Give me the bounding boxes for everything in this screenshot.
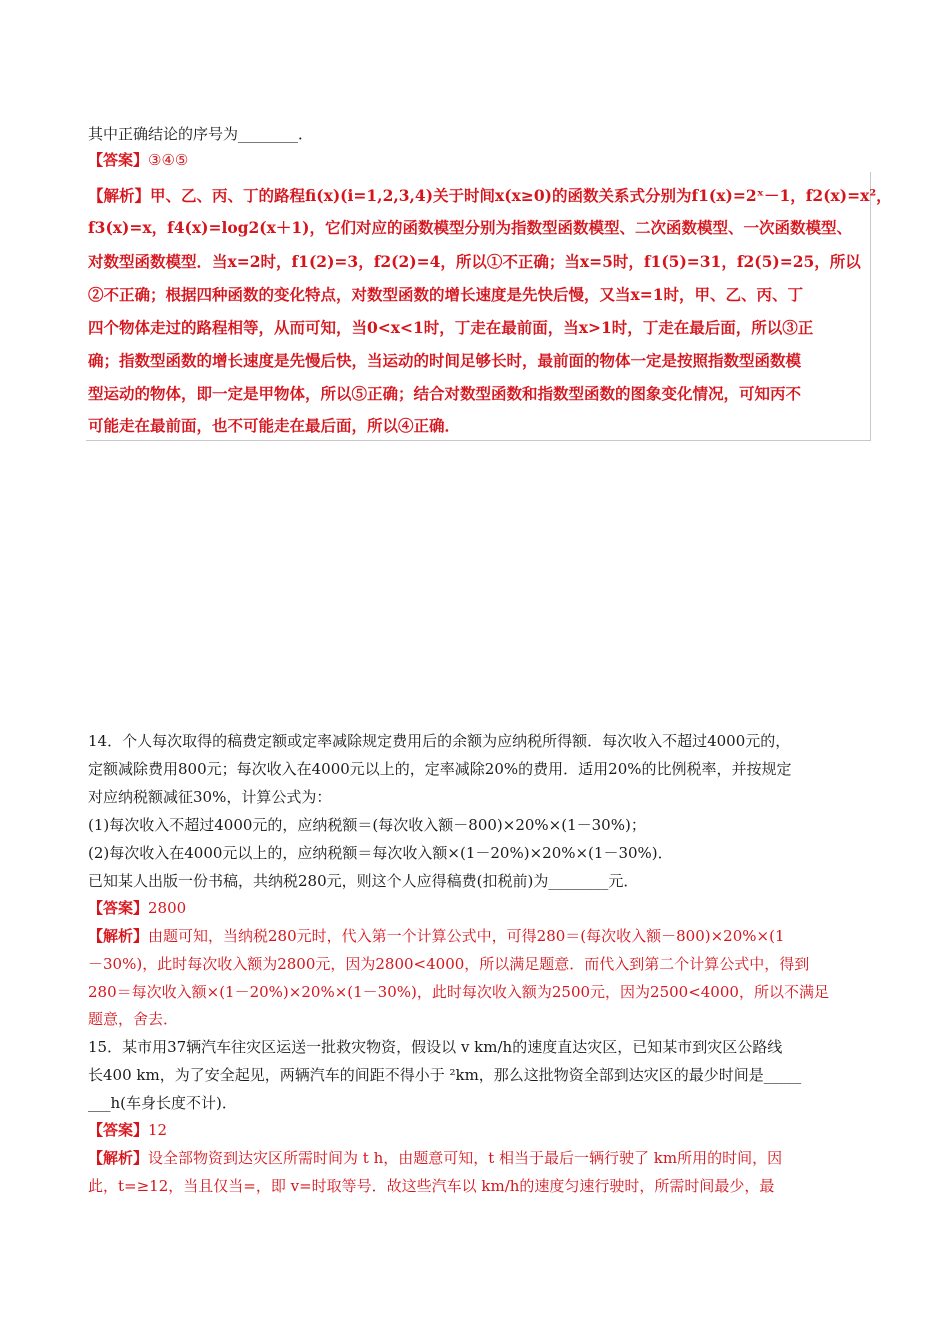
q15-answer	[88, 1120, 167, 1140]
q14-formula-1: (1)每次收入不超过4000元的，应纳税额＝(每次收入额－800)×20%×(1－30%)；	[88, 816, 646, 834]
q14-answer	[88, 898, 186, 918]
q15-analysis	[88, 1148, 782, 1168]
q14-formula-2: (2)每次收入在4000元以上的，应纳税额＝每次收入额×(1－20%)×20%×(1－30%)．	[88, 844, 673, 862]
q15-stem-line: 长400 km，为了安全起见，两辆汽车的间距不得小于 ²km，那么这批物资全部到达灾区的最少时间是_____	[88, 1066, 802, 1084]
answer-value: 12	[148, 1121, 168, 1139]
q13-tail: 其中正确结论的序号为________．	[88, 125, 314, 143]
q14-stem-line: 定额减除费用800元；每次收入在4000元以上的，定率减除20%的费用．适用20%的比例税率，并按规定	[88, 760, 792, 778]
analysis-line: 对数型函数模型．当x=2时，f1(2)=3，f2(2)=4，所以①不正确；当x=5时，f1(5)=31，f2(5)=25，所以	[88, 252, 861, 271]
q14-stem-line: 14．个人每次取得的稿费定额或定率减除规定费用后的余额为应纳税所得额．每次收入不超过4000元的，	[88, 732, 791, 750]
answer-label: 【答案】	[88, 899, 149, 917]
analysis-line: 四个物体走过的路程相等，从而可知，当0<x<1时，丁走在最前面，当x>1时，丁走在最后面，所以③正	[88, 318, 814, 337]
q14-stem-line: 对应纳税额减征30%，计算公式为：	[88, 788, 332, 806]
analysis-line: f3(x)=x，f4(x)=log2(x＋1)，它们对应的函数模型分别为指数型函数模型、二次函数模型、一次函数模型、	[88, 218, 852, 237]
analysis-line: 题意，舍去．	[88, 1010, 179, 1028]
q14-question: 已知某人出版一份书稿，共纳税280元，则这个人应得稿费(扣税前)为________元．	[88, 872, 639, 890]
analysis-line: 型运动的物体，即一定是甲物体，所以⑤正确；结合对数型函数和指数型函数的图象变化情况，可知丙不	[88, 384, 802, 403]
analysis-line: 设全部物资到达灾区所需时间为 t h，由题意可知，t 相当于最后一辆行驶了 km所用的时间，因	[148, 1149, 783, 1167]
analysis-line: 【解析】甲、乙、丙、丁的路程fi(x)(i=1,2,3,4)关于时间x(x≥0)的函数关系式分别为f1(x)=2ˣ－1，f2(x)=x²，	[88, 186, 892, 205]
analysis-line: 280＝每次收入额×(1－20%)×20%×(1－30%)，此时每次收入额为2500元，因为2500<4000，所以不满足	[88, 983, 829, 1001]
q13-answer	[88, 150, 188, 170]
q14-analysis	[88, 926, 785, 946]
analysis-label: 【解析】	[88, 1149, 149, 1167]
analysis-line: ②不正确；根据四种函数的变化特点，对数型函数的增长速度是先快后慢，又当x=1时，甲、乙、丙、丁	[88, 285, 804, 304]
answer-label: 【答案】	[88, 1121, 149, 1139]
analysis-line: 由题可知，当纳税280元时，代入第一个计算公式中，可得280＝(每次收入额－800)×20%×(1	[148, 927, 785, 945]
q13-analysis-box	[86, 172, 892, 441]
analysis-line: －30%)，此时每次收入额为2800元，因为2800<4000，所以满足题意．而代入到第二个计算公式中，得到	[88, 955, 810, 973]
q15-stem-line: 15．某市用37辆汽车往灾区运送一批救灾物资，假设以 v km/h的速度直达灾区，已知某市到灾区公路线	[88, 1038, 783, 1056]
answer-value: 2800	[148, 899, 187, 917]
answer-label: 【答案】	[88, 151, 149, 169]
analysis-line: 此，t=≥12，当且仅当=，即 v=时取等号．故这些汽车以 km/h的速度匀速行驶时，所需时间最少，最	[88, 1177, 775, 1195]
answer-value: ③④⑤	[148, 151, 189, 169]
analysis-line: 可能走在最前面，也不可能走在最后面，所以④正确．	[88, 416, 461, 435]
q15-stem-line: ___h(车身长度不计)．	[88, 1094, 237, 1112]
analysis-label: 【解析】	[88, 927, 149, 945]
analysis-line: 确；指数型函数的增长速度是先慢后快，当运动的时间足够长时，最前面的物体一定是按照指数型函数模	[88, 351, 802, 370]
